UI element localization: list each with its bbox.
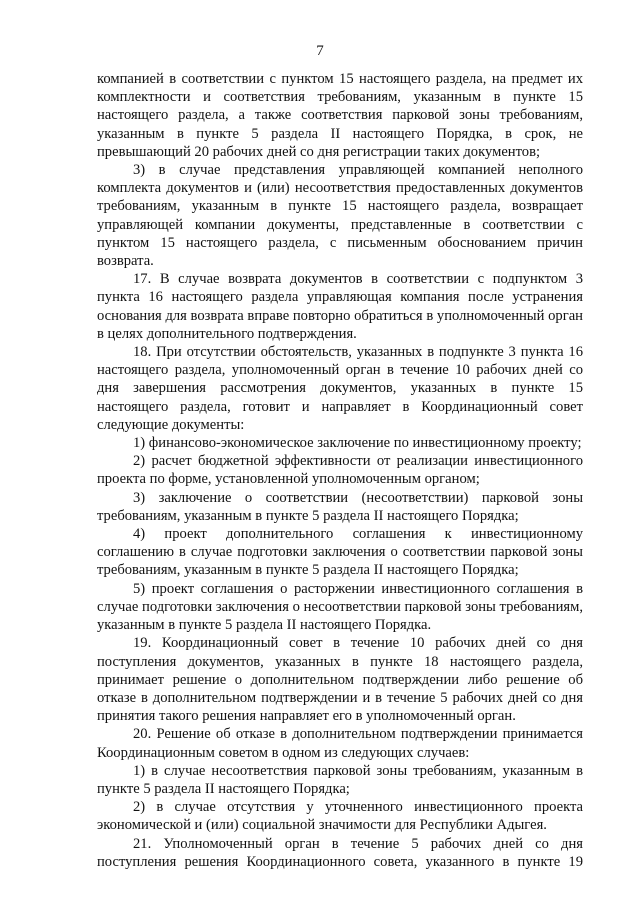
paragraph-18-2: 2) расчет бюджетной эффективности от реализации инвестиционного проекта по форме, установленной уполномоченным органом; (97, 453, 583, 488)
document-body (97, 70, 583, 871)
paragraph-20-2: 2) в случае отсутствия у уточненного инвестиционного проекта экономической и (или) социальной значимости для Республики Адыгея. (97, 799, 583, 834)
paragraph-18-4: 4) проект дополнительного соглашения к инвестиционному соглашению в случае подготовки заключения о соответствии парковой зоны требованиям, указанным в пункте 5 раздела II настоящего Порядка; (97, 526, 583, 579)
paragraph-21: 21. Уполномоченный орган в течение 5 рабочих дней со дня поступления решения Координационного совета, указанного в пункте 19 (97, 835, 583, 870)
paragraph-16-3: 3) в случае представления управляющей компанией неполного комплекта документов и (или) несоответствия предоставленных документов требованиям, указанным в пункте 15 настоящего раздела, возвращает управляющей компании документы, представленные в соответствии с пунктом 15 настоящего раздела, с письменным обоснованием причин возврата. (97, 162, 583, 270)
paragraph-17: 17. В случае возврата документов в соответствии с подпунктом 3 пункта 16 настоящего раздела управляющая компания после устранения основания для возврата вправе повторно обратиться в уполномоченный орган в целях дополнительного подтверждения. (97, 271, 583, 342)
paragraph-18-3: 3) заключение о соответствии (несоответствии) парковой зоны требованиям, указанным в пункте 5 раздела II настоящего Порядка; (97, 489, 583, 524)
paragraph-18-5: 5) проект соглашения о расторжении инвестиционного соглашения в случае подготовки заключения о несоответствии парковой зоны требованиям, указанным в пункте 5 раздела II настоящего Порядка. (97, 580, 583, 634)
paragraph-20-1: 1) в случае несоответствия парковой зоны требованиям, указанным в пункте 5 раздела II настоящего Порядка; (97, 762, 583, 797)
paragraph-18-1: 1) финансово-экономическое заключение по инвестиционному проекту; (133, 435, 582, 452)
paragraph-16-2-continuation: компанией в соответствии с пунктом 15 настоящего раздела, на предмет их комплектности и соответствия требованиям, указанным в пункте 15 настоящего раздела, а также соответствия парковой зоны требованиям, указанным в пункте 5 раздела II настоящего Порядка, в срок, не превышающий 20 рабочих дней со дня регистрации таких документов; (97, 71, 583, 160)
paragraph-19: 19. Координационный совет в течение 10 рабочих дней со дня поступления документов, указанных в пункте 18 настоящего раздела, принимает решение о дополнительном подтверждении либо решение об отказе в дополнительном подтверждении и в течение 5 рабочих дней со дня принятия такого решения направляет его в уполномоченный орган. (97, 635, 583, 725)
page-number: 7 (316, 43, 324, 59)
paragraph-18: 18. При отсутствии обстоятельств, указанных в подпункте 3 пункта 16 настоящего раздела, уполномоченный орган в течение 10 рабочих дней со дня завершения рассмотрения документов, указанных в пункте 15 настоящего раздела, готовит и направляет в Координационный совет следующие документы: (97, 344, 583, 433)
paragraph-20: 20. Решение об отказе в дополнительном подтверждении принимается Координационным советом в одном из следующих случаев: (97, 726, 583, 761)
